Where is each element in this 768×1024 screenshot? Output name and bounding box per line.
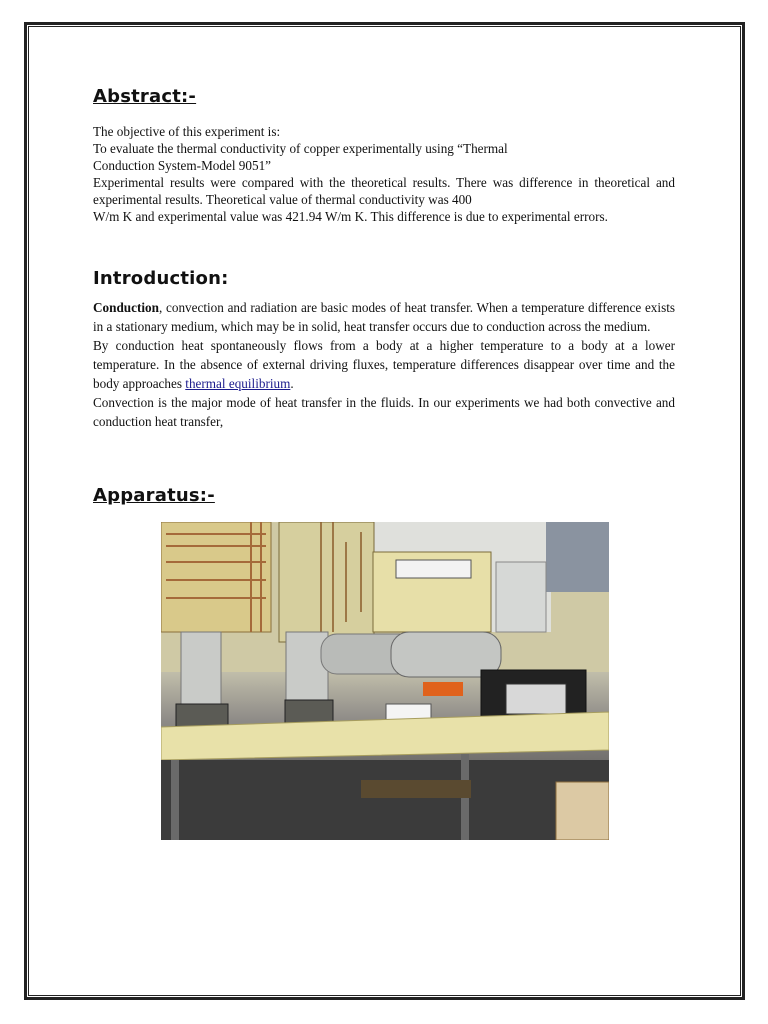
intro-paragraph-3: Convection is the major mode of heat transfer in the fluids. In our experiments we had both convective and conduction heat transfer, xyxy=(93,395,675,429)
lab-apparatus-illustration xyxy=(161,522,609,840)
introduction-section xyxy=(93,268,675,289)
intro-paragraph-2-text: By conduction heat spontaneously flows from a body at a higher temperature to a body at a lower temperature. In the absence of external driving fluxes, temperature differences disappear over time and the body approaches xyxy=(93,338,675,391)
abstract-line-2: To evaluate the thermal conductivity of copper experimentally using “Thermal xyxy=(93,141,508,156)
intro-paragraph-2 xyxy=(93,336,675,393)
abstract-section xyxy=(93,86,675,107)
abstract-line-3: Conduction System-Model 9051” xyxy=(93,158,272,173)
intro-paragraph-1-text: , convection and radiation are basic modes of heat transfer. When a temperature difference exists in a stationary medium, which may be in solid, heat transfer occurs due to conduction across the medium. xyxy=(93,300,675,334)
conduction-term: Conduction xyxy=(93,300,159,315)
abstract-heading: Abstract:- xyxy=(93,86,197,107)
introduction-body xyxy=(93,298,675,431)
apparatus-section xyxy=(93,485,675,506)
intro-paragraph-2-end: . xyxy=(290,376,294,391)
abstract-line-1: The objective of this experiment is: xyxy=(93,124,281,139)
thermal-equilibrium-link[interactable]: thermal equilibrium xyxy=(185,376,291,391)
apparatus-heading: Apparatus:- xyxy=(93,485,215,506)
abstract-paragraph-2: W/m K and experimental value was 421.94 W/m K. This difference is due to experimental errors. xyxy=(93,209,608,224)
abstract-paragraph-1: Experimental results were compared with the theoretical results. There was difference in theoretical and experimental results. Theoretical value of thermal conductivity was 400 xyxy=(93,175,675,207)
intro-paragraph-1 xyxy=(93,298,675,336)
introduction-heading: Introduction: xyxy=(93,268,229,289)
abstract-body xyxy=(93,123,675,225)
apparatus-photo xyxy=(161,522,609,840)
